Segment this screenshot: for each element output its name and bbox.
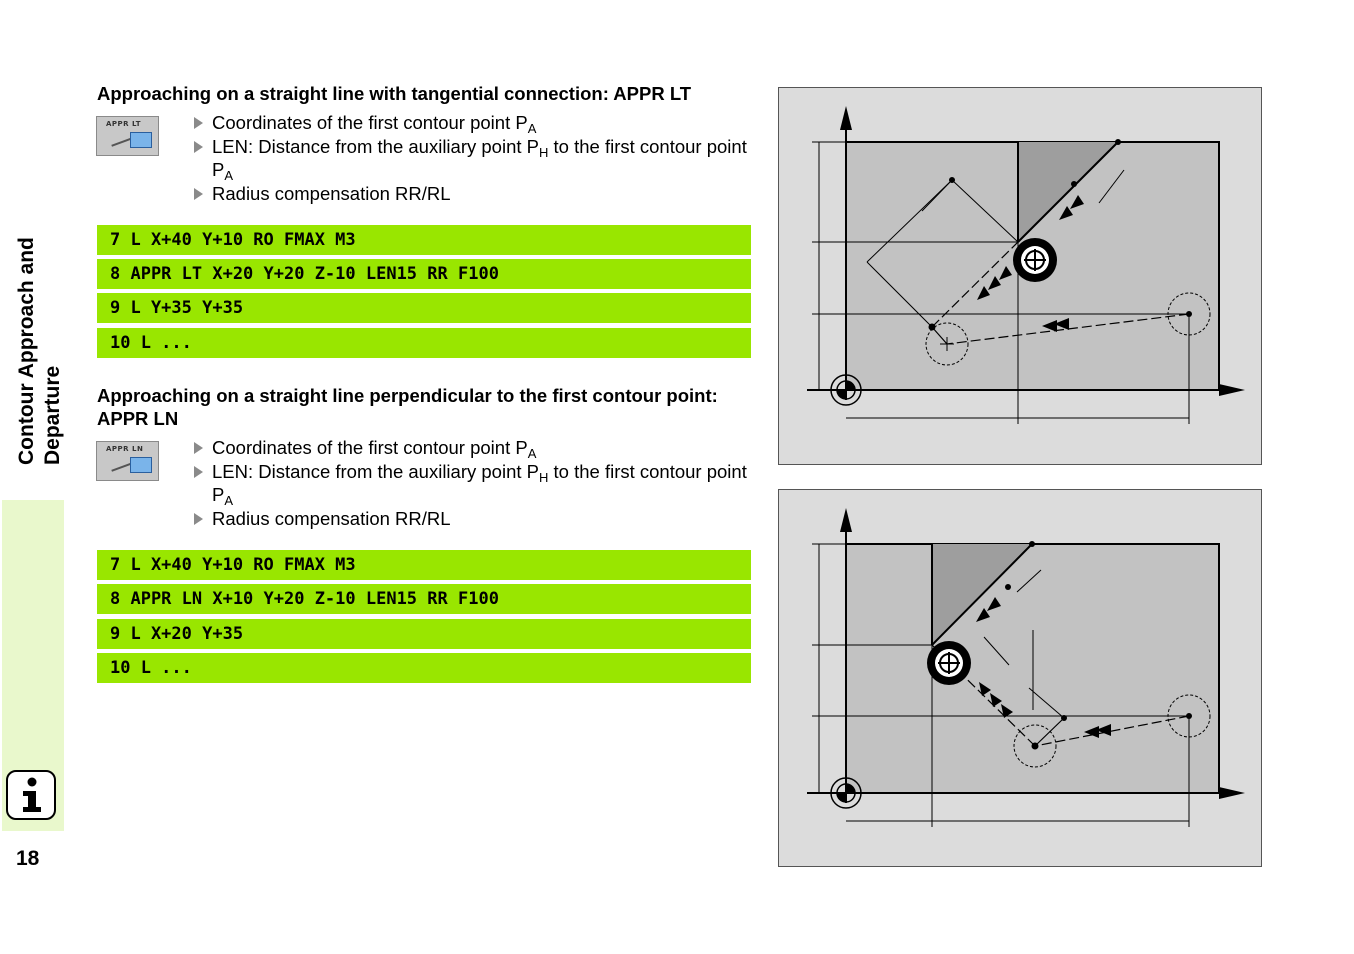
heading-appr-ln: Approaching on a straight line perpendicular to the first contour point: APPR LN xyxy=(97,385,718,429)
diagram-appr-lt-graphic xyxy=(779,88,1263,466)
page-number: 18 xyxy=(16,847,40,870)
info-icon xyxy=(8,772,54,818)
bullet-item: Radius compensation RR/RL xyxy=(193,182,763,206)
x-axis-arrow-icon xyxy=(1219,787,1245,799)
bullet-arrow-icon xyxy=(194,466,203,478)
bullet-arrow-icon xyxy=(194,141,203,153)
bullet-arrow-icon xyxy=(194,117,203,129)
code-line: 9 L Y+35 Y+35 xyxy=(97,293,751,323)
sidebar-title-line2: Departure xyxy=(41,365,64,465)
code-line: 7 L X+40 Y+10 RO FMAX M3 xyxy=(97,225,751,255)
y-axis-arrow-icon xyxy=(840,508,852,532)
bullet-item: LEN: Distance from the auxiliary point $P_H$ to the first contour point $P_A$ xyxy=(193,135,763,182)
code-line: 10 L ... xyxy=(97,653,751,683)
diagram-appr-lt xyxy=(778,87,1262,465)
diagram-appr-ln-graphic xyxy=(779,490,1263,868)
code-line: 10 L ... xyxy=(97,328,751,358)
diagram-appr-ln xyxy=(778,489,1262,867)
y-axis-arrow-icon xyxy=(840,106,852,130)
sidebar-title-line1: Contour Approach and xyxy=(15,237,38,465)
bullet-item: Coordinates of the first contour point $P_A$ xyxy=(193,111,763,135)
softkey-label: APPR LT xyxy=(106,120,142,128)
softkey-label: APPR LN xyxy=(106,445,144,453)
sidebar-title xyxy=(14,165,66,465)
bullet-list-ln xyxy=(193,436,763,530)
bullet-arrow-icon xyxy=(194,513,203,525)
softkey-appr-lt[interactable] xyxy=(96,116,159,156)
bullet-list-lt xyxy=(193,111,763,205)
x-axis-arrow-icon xyxy=(1219,384,1245,396)
code-line: 8 APPR LN X+10 Y+20 Z-10 LEN15 RR F100 xyxy=(97,584,751,614)
heading-appr-lt: Approaching on a straight line with tangential connection: APPR LT xyxy=(97,83,692,104)
softkey-appr-ln[interactable] xyxy=(96,441,159,481)
bullet-item: LEN: Distance from the auxiliary point $P_H$ to the first contour point $P_A$ xyxy=(193,460,763,507)
code-line: 7 L X+40 Y+10 RO FMAX M3 xyxy=(97,550,751,580)
softkey-contour-icon xyxy=(130,132,152,148)
code-line: 9 L X+20 Y+35 xyxy=(97,619,751,649)
bullet-item: Coordinates of the first contour point $P_A$ xyxy=(193,436,763,460)
info-button[interactable] xyxy=(6,770,56,820)
bullet-arrow-icon xyxy=(194,188,203,200)
bullet-item: Radius compensation RR/RL xyxy=(193,507,763,531)
code-line: 8 APPR LT X+20 Y+20 Z-10 LEN15 RR F100 xyxy=(97,259,751,289)
softkey-contour-icon xyxy=(130,457,152,473)
bullet-arrow-icon xyxy=(194,442,203,454)
